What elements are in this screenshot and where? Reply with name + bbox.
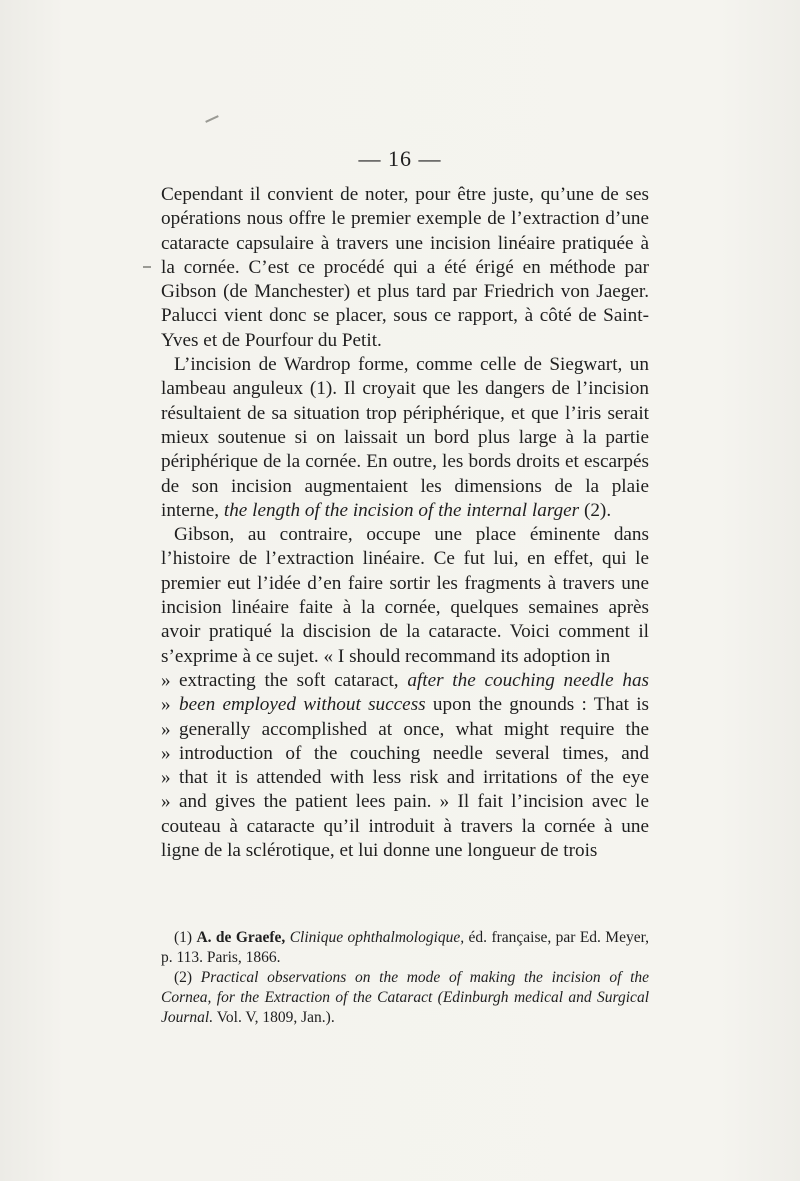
paragraph-2-text: L’incision de Wardrop forme, comme celle de Siegwart, un lambeau anguleux (1). Il croyait que les dangers de l’incision résultaient de sa situation trop périphérique, et que l’iris serait mieux soutenue si on laissait un bord plus large à la partie périphérique de la cornée. En outre, les bords droits et escarpés de son incision augmentaient les dimensions de la plaie interne, (161, 354, 649, 521)
footnote-title: Clinique ophthalmologique, (289, 929, 465, 946)
footnote-1 (161, 928, 649, 968)
footnote-marker: (1) (174, 929, 193, 946)
guillemet: » (161, 669, 171, 691)
quote-line (161, 669, 649, 693)
paragraph-3 (161, 523, 649, 669)
ink-speck (143, 266, 151, 268)
quote-line (161, 693, 649, 717)
quote-text: extracting the soft cataract, (179, 669, 399, 691)
footnote-ref-2: (2). (583, 499, 612, 521)
paragraph-2 (161, 353, 649, 523)
guillemet: » (161, 767, 171, 789)
body-text (161, 183, 649, 863)
guillemet: » (161, 694, 171, 716)
english-quote-italic: the length of the incision of the internal larger (223, 499, 580, 521)
footnote-author: A. de Graefe, (196, 929, 286, 946)
guillemet: » (161, 718, 171, 740)
footnotes (161, 928, 649, 1028)
quote-text: that it is attended with less risk and irritations of the eye (179, 767, 649, 789)
paragraph-3-intro: Gibson, au contraire, occupe une place éminente dans l’histoire de l’extraction linéaire. Ce fut lui, en effet, qui le premier eut l’idée d’en faire sortir les fragments à travers une incision linéaire faite à la cornée, quelques semaines après avoir pratiqué la discision de la cataracte. Voici comment il s’exprime à ce sujet. « I should recommand its adoption in (161, 524, 649, 667)
quote-line (161, 742, 649, 766)
quote-text: and gives the patient lees pain. » (179, 791, 450, 813)
quote-line (161, 766, 649, 790)
page-number: — 16 — (358, 146, 442, 171)
footnote-marker: (2) (174, 969, 193, 986)
quote-text: generally accomplished at once, what might require the (179, 718, 649, 740)
quote-italic: been employed without success (179, 694, 426, 716)
footnote-title: Practical observations on the mode of making the incision of the Cornea, for the Extraction of the Cataract (Edinburgh medical and Surgical Journal. (161, 969, 649, 1026)
footnote-2 (161, 968, 649, 1028)
quote-text: upon the gnounds : That is (432, 694, 649, 716)
paragraph-3-end (161, 790, 649, 863)
paragraph-1: Cependant il convient de noter, pour être juste, qu’une de ses opérations nous offre le premier exemple de l’extraction d’une cataracte capsulaire à travers une incision linéaire pratiquée à la cornée. C’est ce procédé qui a été érigé en méthode par Gibson (de Manchester) et plus tard par Friedrich von Jaeger. Palucci vient donc se placer, sous ce rapport, à côté de Saint-Yves et de Pourfour du Petit. (161, 184, 649, 351)
guillemet: » (161, 791, 171, 813)
quote-line (161, 718, 649, 742)
paragraph-3-outro: Il fait l’incision avec le couteau à cataracte qu’il introduit à travers la cornée à une ligne de la sclérotique, et lui donne une longueur de trois (161, 791, 650, 862)
guillemet: » (161, 742, 171, 764)
ink-speck (205, 115, 219, 123)
footnote-details: éd. française, par Ed. Meyer, p. 113. Paris, 1866. (161, 929, 650, 966)
quote-text: introduction of the couching needle several times, and (179, 742, 649, 764)
quote-italic: after the couching needle has (407, 669, 650, 691)
footnote-details: Vol. V, 1809, Jan.). (216, 1009, 335, 1026)
